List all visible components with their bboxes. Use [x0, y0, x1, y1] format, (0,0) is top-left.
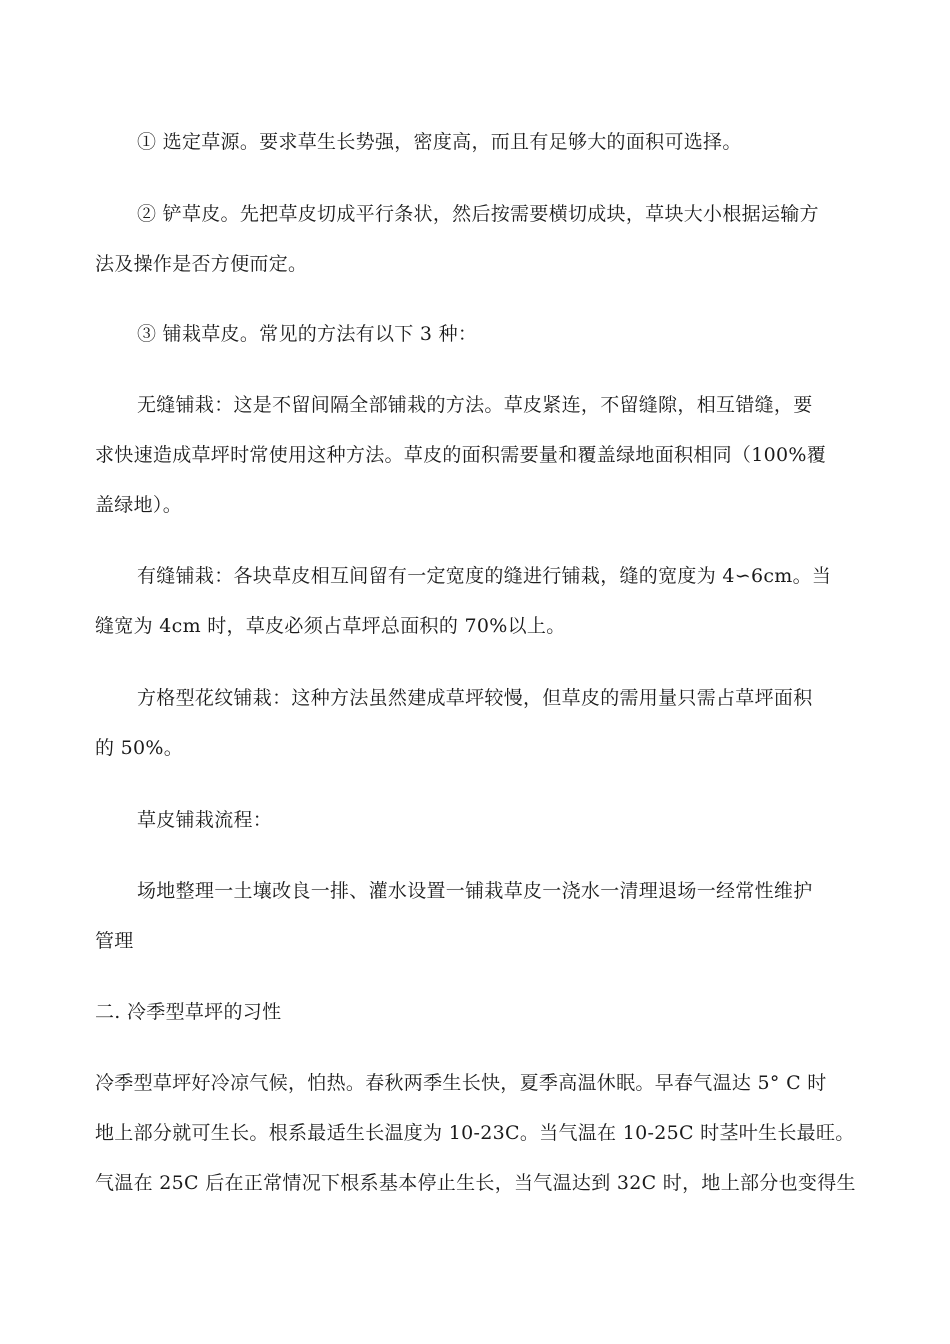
seamless-laying-paragraph [95, 380, 855, 530]
gap-laying-paragraph [95, 551, 855, 651]
laying-process-steps [95, 866, 855, 966]
text-line: 场地整理一土壤改良一排、灌水设置一铺栽草皮一浇水一清理退场一经常性维护 [137, 880, 813, 902]
text-line: 有缝铺栽：各块草皮相互间留有一定宽度的缝进行铺栽，缝的宽度为 4∽6cm。当 [137, 565, 832, 587]
text-line: 缝宽为 4cm 时，草皮必须占草坪总面积的 70%以上。 [95, 615, 566, 637]
text-line: 求快速造成草坪时常使用这种方法。草皮的面积需要量和覆盖绿地面积相同（100%覆 [95, 444, 827, 466]
text-line: 二. 冷季型草坪的习性 [95, 1001, 282, 1023]
text-line: ② 铲草皮。先把草皮切成平行条状，然后按需要横切成块，草块大小根据运输方 [137, 203, 819, 225]
text-line: 盖绿地）。 [95, 494, 183, 516]
step-3-lay-turf [95, 309, 855, 359]
section-heading-cool-season-turf [95, 987, 855, 1037]
text-line: 管理 [95, 930, 134, 952]
text-line: ③ 铺栽草皮。常见的方法有以下 3 种： [137, 323, 478, 345]
step-2-cut-turf [95, 189, 855, 289]
cool-season-turf-paragraph [95, 1058, 855, 1208]
text-line: 地上部分就可生长。根系最适生长温度为 10-23C。当气温在 10-25C 时茎叶生长最旺。 [95, 1122, 855, 1144]
text-line: 气温在 25C 后在正常情况下根系基本停止生长，当气温达到 32C 时，地上部分也变得生 [95, 1172, 856, 1194]
text-line: 的 50%。 [95, 737, 184, 759]
step-1-select-turf-source [95, 117, 855, 167]
text-line: 无缝铺栽：这是不留间隔全部铺栽的方法。草皮紧连，不留缝隙，相互错缝，要 [137, 394, 813, 416]
text-line: 冷季型草坪好冷凉气候，怕热。春秋两季生长快，夏季高温休眠。早春气温达 5° C 时 [95, 1072, 827, 1094]
text-line: ① 选定草源。要求草生长势强，密度高，而且有足够大的面积可选择。 [137, 131, 742, 153]
grid-pattern-laying-paragraph [95, 673, 855, 773]
text-line: 草皮铺栽流程： [137, 809, 273, 831]
text-line: 方格型花纹铺栽：这种方法虽然建成草坪较慢，但草皮的需用量只需占草坪面积 [137, 687, 813, 709]
laying-process-heading [95, 795, 855, 845]
text-line: 法及操作是否方便而定。 [95, 253, 308, 275]
